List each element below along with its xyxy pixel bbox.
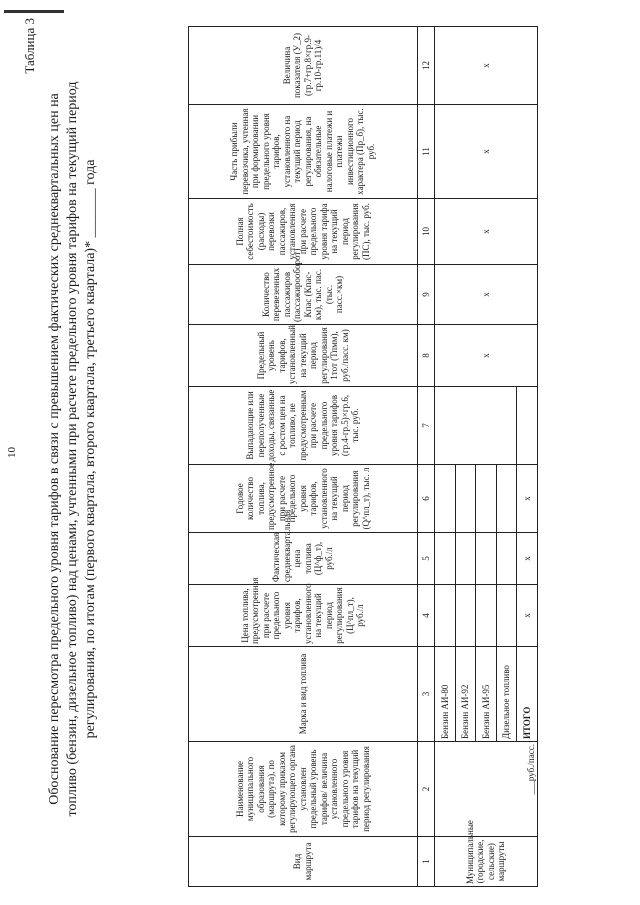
fuel-ai95: Бензин АИ-95 (476, 647, 497, 742)
table-cell (476, 465, 497, 533)
table-cell (517, 387, 538, 465)
fuel-ai92: Бензин АИ-92 (455, 647, 476, 742)
x-mark: х (434, 199, 537, 265)
tariff-table (188, 26, 538, 887)
table-cell (496, 533, 517, 585)
table-row (434, 27, 455, 887)
x-mark: х (434, 105, 537, 199)
header-row (189, 27, 418, 887)
column-number: 9 (417, 265, 434, 325)
unit-cell: ___руб./пасс. (434, 742, 537, 837)
table-cell (496, 465, 517, 533)
document-title (46, 29, 100, 869)
x-mark: х (517, 465, 538, 533)
column-number: 6 (417, 465, 434, 533)
x-mark: х (434, 325, 537, 387)
table-cell (476, 533, 497, 585)
table-cell (434, 585, 455, 647)
column-number-row (417, 27, 434, 887)
column-number: 1 (417, 837, 434, 887)
header-full-cost: Полная себестоимость (расходы) перевозки пассажиров, установленная при расчете предельного уровня тарифа на текущий период регулирования (ПС), тыс. руб. (189, 199, 418, 265)
column-number: 8 (417, 325, 434, 387)
table-cell (455, 465, 476, 533)
x-mark: х (517, 585, 538, 647)
column-number: 7 (417, 387, 434, 465)
binding-edge-mark (4, 10, 64, 13)
header-tariff-limit: Предельный уровень тарифов, установленный на текущий период регулирования 1тот (Тпмм), руб./пасс. км) (189, 325, 418, 387)
total-label: ИТОГО (517, 647, 538, 742)
title-line: регулирования, по итогам (первого квартала, второго квартала, третьего квартала)* _______ года (83, 159, 98, 739)
column-number: 5 (417, 533, 434, 585)
column-number: 4 (417, 585, 434, 647)
header-planned-fuel-price: Цена топлива, предусмотренная при расчете предельного уровня тарифов, установленного на текущий период регулирования (Ц^пл_т), руб./л (189, 585, 418, 647)
header-fuel-type: Марка и вид топлива (189, 647, 418, 742)
table-cell (434, 533, 455, 585)
header-lost-income: Выпадающие или переполученные доходы, связанные с ростом цен на топливо, не предусмотренным при расчете предельного уровня тарифов (гр.4-гр.5)×гр.6, тыс. руб. (189, 387, 418, 465)
route-type-cell: Муниципальные (городские, сельские) маршруты (434, 837, 537, 887)
table-cell (455, 585, 476, 647)
table-cell (496, 585, 517, 647)
column-number: 12 (417, 27, 434, 105)
page-number: 10 (6, 447, 18, 458)
fuel-diesel: Дизельное топливо (496, 647, 517, 742)
header-passenger-count: Количество перевезенных пассажиров (пассажирооборот) Кпас (Кпас-км), тыс. пас. (тыс. пасс.×км) (189, 265, 418, 325)
title-line: топливо (бензин, дизельное топливо) над ценами, учтенными при расчете предельного уровня тарифов на текущий период (65, 81, 80, 817)
x-mark: х (517, 533, 538, 585)
header-indicator-value: Величина показателя (У_2) (гр.7+гр.8×гр.9-гр.10-гр.11)/4 (189, 27, 418, 105)
table-cell (476, 585, 497, 647)
header-municipality: Наименование муниципального образования (маршрута), по которому приказом регулирующего органа установлен предельный уровень тарифов/ величина установленного предельного уровня тарифов на текущий период регулирования (189, 742, 418, 837)
fuel-ai80: Бензин АИ-80 (434, 647, 455, 742)
header-profit-share: Часть прибыли перевозчика, учтенная при формировании предельного уровня тарифов, установленного на текущий период регулирования, на обязательные налоговые платежи и платежи инвестиционного характера (Пр_б), тыс. руб. (189, 105, 418, 199)
column-number: 2 (417, 742, 434, 837)
x-mark: х (434, 27, 537, 105)
title-line: Обоснование пересмотра предельного уровня тарифов в связи с превышением фактических среднеквартальных цен на (47, 93, 62, 805)
table-label: Таблица 3 (22, 18, 37, 74)
header-actual-fuel-price: Фактическая среднеквартальная цена топлива (Ц^ф_т), руб./л (189, 533, 418, 585)
table-cell (455, 533, 476, 585)
column-number: 10 (417, 199, 434, 265)
column-number: 11 (417, 105, 434, 199)
table-cell (434, 465, 455, 533)
table-cell (434, 387, 516, 465)
x-mark: х (434, 265, 537, 325)
header-annual-fuel-quantity: Годовое количество топлива, предусмотренное при расчете предельного уровня тарифов, установленного на текущий период регулирования (Q^пл_т), тыс. л (189, 465, 418, 533)
header-route-type: Вид маршрута (189, 837, 418, 887)
column-number: 3 (417, 647, 434, 742)
